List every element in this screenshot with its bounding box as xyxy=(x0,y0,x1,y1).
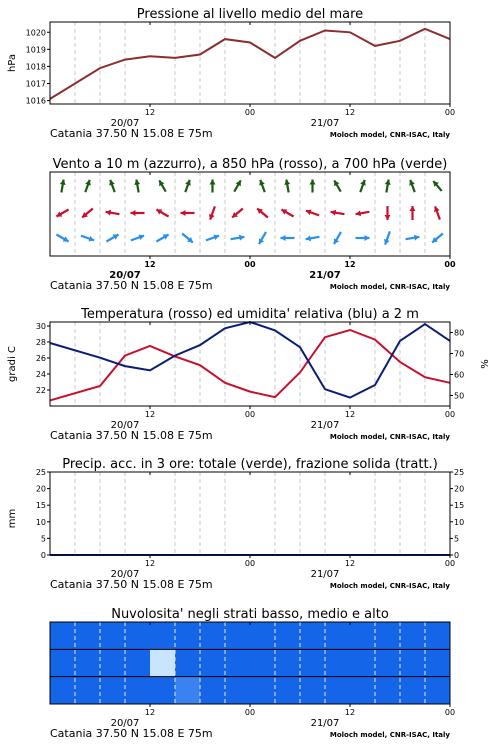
hour-tick-label: 12 xyxy=(144,410,156,419)
hour-tick-label: 12 xyxy=(144,559,156,568)
hour-tick-label: 12 xyxy=(344,410,356,419)
y2-axis-label: % xyxy=(480,359,491,369)
hour-tick-label: 00 xyxy=(244,108,256,117)
y-axis-label: hPa xyxy=(7,53,18,73)
wind-arrow-head xyxy=(131,210,136,216)
date-label: 20/07 xyxy=(110,118,140,129)
clouds-title: Nuvolosita' negli strati basso, medio e alto xyxy=(111,607,389,622)
date-label: 21/07 xyxy=(310,569,340,580)
date-label: 21/07 xyxy=(310,718,340,729)
wind-arrow xyxy=(81,236,94,242)
wind-arrow xyxy=(259,232,266,244)
temperature-title: Temperatura (rosso) ed umidita' relativa (blu) a 2 m xyxy=(81,307,419,322)
wind-arrow xyxy=(385,206,391,220)
hour-tick-label: 00 xyxy=(444,410,456,419)
wind-arrow xyxy=(56,235,68,242)
y-tick-label: 1018 xyxy=(25,62,46,72)
hour-tick-label: 12 xyxy=(344,708,356,717)
wind-arrow xyxy=(159,180,166,191)
y2-tick-label: 5 xyxy=(454,534,460,544)
wind-arrow xyxy=(106,210,120,216)
y-tick-label: 1020 xyxy=(25,28,46,38)
wind-arrow xyxy=(156,234,168,241)
cloud-background xyxy=(50,622,450,704)
wind-arrow xyxy=(209,206,215,219)
y-tick-label: 28 xyxy=(35,338,46,347)
pressure-title: Pressione al livello medio del mare xyxy=(136,7,364,22)
wind-arrow xyxy=(156,209,168,216)
y-tick-label: 26 xyxy=(35,354,46,363)
y-axis-label: gradi C xyxy=(7,346,18,382)
hour-tick-label: 12 xyxy=(344,108,356,117)
hour-tick-label: 00 xyxy=(244,559,256,568)
y-tick-label: 1017 xyxy=(25,79,46,89)
hour-tick-label: 12 xyxy=(144,708,156,717)
cloud-cell xyxy=(175,677,200,704)
wind-arrow xyxy=(257,209,268,218)
wind-arrow xyxy=(410,206,416,220)
wind-arrow xyxy=(306,210,319,216)
hour-tick-label: 00 xyxy=(444,559,456,568)
y2-tick-label: 0 xyxy=(454,551,460,560)
wind-arrow xyxy=(60,180,66,193)
wind-arrow xyxy=(106,234,118,241)
wind-arrow xyxy=(356,235,370,241)
wind-arrow-head xyxy=(210,180,216,185)
wind-arrow xyxy=(134,180,140,193)
y-tick-label: 24 xyxy=(35,370,46,379)
wind-arrow xyxy=(306,235,320,241)
model-credit: Moloch model, CNR-ISAC, Italy xyxy=(329,731,450,739)
wind-arrow xyxy=(406,235,420,241)
wind-arrow xyxy=(182,234,193,243)
y2-tick-label: 50 xyxy=(454,391,465,401)
wind-arrow xyxy=(433,181,441,191)
location-label: Catania 37.50 N 15.08 E 75m xyxy=(50,279,213,292)
wind-arrow xyxy=(331,210,345,216)
date-label: 20/07 xyxy=(109,270,141,281)
date-label: 21/07 xyxy=(309,270,341,281)
hour-tick-label: 00 xyxy=(444,708,456,717)
y-tick-label: 5 xyxy=(40,534,46,544)
wind-arrow xyxy=(284,180,290,193)
y2-tick-label: 25 xyxy=(454,468,465,477)
y2-tick-label: 70 xyxy=(454,349,465,359)
temperature-panel xyxy=(7,307,491,442)
humidity-line xyxy=(50,322,450,398)
wind-arrow xyxy=(231,235,245,241)
y2-tick-label: 15 xyxy=(454,501,465,511)
hour-tick-label: 00 xyxy=(444,260,456,269)
date-label: 20/07 xyxy=(110,718,140,729)
model-credit: Moloch model, CNR-ISAC, Italy xyxy=(329,131,450,139)
pressure-line xyxy=(50,29,450,99)
wind-arrow-head xyxy=(385,215,391,220)
plot-frame xyxy=(50,322,450,406)
y2-tick-label: 20 xyxy=(454,484,465,494)
wind-arrow xyxy=(409,180,415,192)
wind-arrow xyxy=(334,180,341,191)
y-tick-label: 25 xyxy=(35,468,46,477)
y2-tick-label: 80 xyxy=(454,328,465,338)
wind-panel xyxy=(50,157,456,292)
y-tick-label: 1019 xyxy=(25,45,46,55)
wind-arrow-head xyxy=(410,206,416,211)
hour-tick-label: 12 xyxy=(344,260,356,269)
location-label: Catania 37.50 N 15.08 E 75m xyxy=(50,578,213,591)
cloud-cell xyxy=(150,649,175,676)
plot-frame xyxy=(50,472,450,555)
model-credit: Moloch model, CNR-ISAC, Italy xyxy=(329,433,450,441)
cloud-cells xyxy=(50,622,450,704)
hour-tick-label: 00 xyxy=(244,410,256,419)
wind-title: Vento a 10 m (azzurro), a 850 hPa (rosso), a 700 hPa (verde) xyxy=(52,157,448,172)
wind-arrow xyxy=(109,180,115,192)
y2-tick-label: 10 xyxy=(454,517,465,527)
wind-arrow xyxy=(181,210,195,216)
date-label: 21/07 xyxy=(310,420,340,431)
wind-arrow xyxy=(360,180,366,192)
wind-arrow xyxy=(434,206,440,219)
temperature-line xyxy=(50,330,450,400)
wind-arrow xyxy=(384,231,390,244)
wind-arrow xyxy=(281,235,295,241)
location-label: Catania 37.50 N 15.08 E 75m xyxy=(50,127,213,140)
wind-arrow xyxy=(234,180,241,191)
wind-arrow xyxy=(232,209,243,218)
hour-tick-label: 00 xyxy=(244,708,256,717)
hour-tick-label: 12 xyxy=(344,559,356,568)
hour-tick-label: 00 xyxy=(244,260,256,269)
wind-arrow xyxy=(356,210,370,216)
wind-arrow xyxy=(310,180,316,193)
y2-tick-label: 60 xyxy=(454,370,465,380)
wind-arrow xyxy=(281,209,293,216)
wind-arrow-head xyxy=(181,210,186,216)
wind-arrow xyxy=(210,180,216,193)
wind-arrow-head xyxy=(281,235,286,241)
wind-arrow-head xyxy=(310,180,316,185)
y-tick-label: 30 xyxy=(35,322,46,331)
wind-arrow xyxy=(334,232,341,244)
model-credit: Moloch model, CNR-ISAC, Italy xyxy=(329,283,450,291)
date-label: 21/07 xyxy=(310,118,340,129)
precip-panel xyxy=(7,457,464,591)
date-label: 20/07 xyxy=(110,420,140,431)
wind-arrow xyxy=(85,180,91,192)
hour-tick-label: 12 xyxy=(144,108,156,117)
y-tick-label: 10 xyxy=(35,517,46,527)
wind-arrow xyxy=(131,210,145,216)
wind-arrow xyxy=(432,234,443,243)
y-tick-label: 20 xyxy=(35,484,46,494)
hour-tick-label: 00 xyxy=(444,108,456,117)
clouds-panel xyxy=(50,607,455,740)
wind-arrow xyxy=(206,235,219,241)
hour-tick-label: 12 xyxy=(144,260,156,269)
wind-arrow xyxy=(259,180,265,192)
pressure-panel xyxy=(7,7,455,140)
wind-arrow xyxy=(56,210,68,217)
wind-arrow-head xyxy=(365,235,370,241)
wind-arrow xyxy=(131,235,144,241)
y-axis-label: mm xyxy=(7,508,18,529)
precip-title: Precip. acc. in 3 ore: totale (verde), frazione solida (tratt.) xyxy=(62,457,438,472)
y-tick-label: 0 xyxy=(40,551,46,560)
y-tick-label: 1016 xyxy=(25,96,46,106)
y-tick-label: 15 xyxy=(35,501,46,511)
model-credit: Moloch model, CNR-ISAC, Italy xyxy=(329,582,450,590)
location-label: Catania 37.50 N 15.08 E 75m xyxy=(50,727,213,740)
date-label: 20/07 xyxy=(110,569,140,580)
wind-arrow xyxy=(385,180,391,193)
plot-frame xyxy=(50,22,450,104)
y-tick-label: 22 xyxy=(35,386,46,395)
wind-arrow xyxy=(185,180,191,192)
wind-arrow xyxy=(82,209,93,218)
location-label: Catania 37.50 N 15.08 E 75m xyxy=(50,429,213,442)
